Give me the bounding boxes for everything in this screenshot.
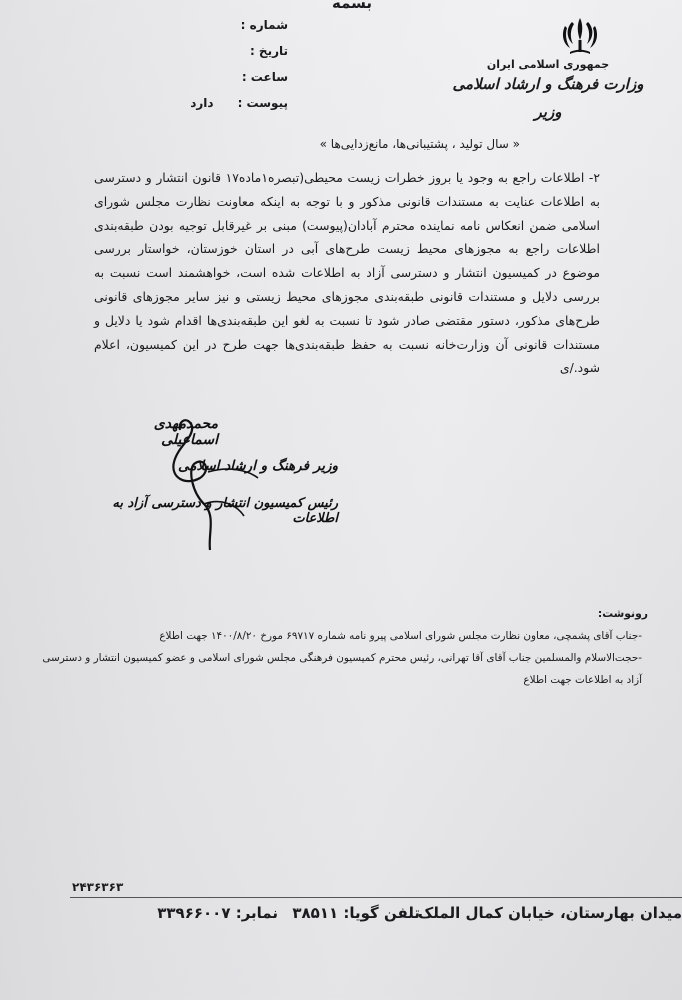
field-attachment-value: دارد [190,96,214,110]
footer-fax: نمابر: ۳۳۹۶۶۰۰۷ [157,904,278,922]
field-number-label: شماره : [240,18,288,32]
letter-fields [178,18,288,122]
letter-footer [0,904,682,928]
footer-phone: تلفن گویا: ۳۸۵۱۱ [292,904,420,922]
signature-title-1: وزیر فرهنگ و ارشاد اسلامی [177,458,338,474]
copy-line: آزاد به اطلاعات جهت اطلاع [523,674,642,686]
signature-name: محمدمهدی اسماعیلی [153,416,218,448]
reference-number: ۲۴۳۶۳۶۳ [72,880,124,894]
letterhead-republic: جمهوری اسلامی ایران [486,58,610,71]
letter-body [94,166,600,380]
letterhead [448,58,648,121]
signature-title-2: رئیس کمیسیون انتشار و دسترسی آزاد به اطلاعات [112,496,338,526]
footer-address: میدان بهارستان، خیابان کمال الملک [417,904,682,922]
iran-emblem-icon [560,14,600,58]
header-top-word: بسمه [332,0,373,12]
field-number [178,18,288,44]
field-attachment-label: پیوست : [237,96,288,110]
field-attachment [178,96,288,122]
letterhead-ministry: وزارت فرهنگ و ارشاد اسلامی [452,75,644,93]
letterhead-office: وزیر [534,103,562,121]
field-date-label: تاریخ : [249,44,288,58]
field-date [178,44,288,70]
copies-heading: رونوشت: [597,607,648,620]
copy-line: -حجت‌الاسلام والمسلمین جناب آقای آقا تهرانی، رئیس محترم کمیسیون فرهنگی مجلس شورای اسلامی و عضو کمیسیون انتشار و دسترسی [42,652,642,664]
field-time [178,70,288,96]
signature-block [108,412,338,562]
copy-line: -جناب آقای پشمچی، معاون نظارت مجلس شورای اسلامی پیرو نامه شماره ۶۹۷۱۷ مورخ ۱۴۰۰/۸/۲۰ جهت اطلاع [159,630,642,642]
body-paragraph: ۲- اطلاعات راجع به وجود یا بروز خطرات زیست محیطی(تبصره۱ماده۱۷ قانون انتشار و دسترسی به اطلاعات عنایت به مستندات قانونی مذکور و با توجه به اینکه معاونت نظارت مجلس شورای اسلامی ضمن انعکاس نامه نماینده محترم آبادان(پیوست) مبنی بر غیرقابل توجیه بودن طبقه‌بندی اطلاعات راجع به مجوزهای محیط زیست طرح‌های آبی در استان خوزستان، خواستار بررسی موضوع در کمیسیون انتشار و دسترسی آزاد به اطلاعات شده است، خواهشمند است نسبت به بررسی دلایل و مستندات قانونی طبقه‌بندی مجوزهای محیط زیستی و نیز سایر مجوزهای قانونی طرح‌های مذکور، دستور مقتضی صادر شود تا نسبت به لغو این طبقه‌بندی‌ها اقدام شود یا دلایل و مستندات قانونی آن وزارت‌خانه نسبت به حفظ طبقه‌بندی‌ها جهت طرح در این کمیسیون، اعلام شود./ی [94,170,601,376]
year-slogan: « سال تولید ، پشتیبانی‌ها، مانع‌زدایی‌ها » [319,137,520,151]
footer-divider [70,897,682,898]
field-time-label: ساعت : [241,70,288,84]
copies-section [42,603,648,691]
